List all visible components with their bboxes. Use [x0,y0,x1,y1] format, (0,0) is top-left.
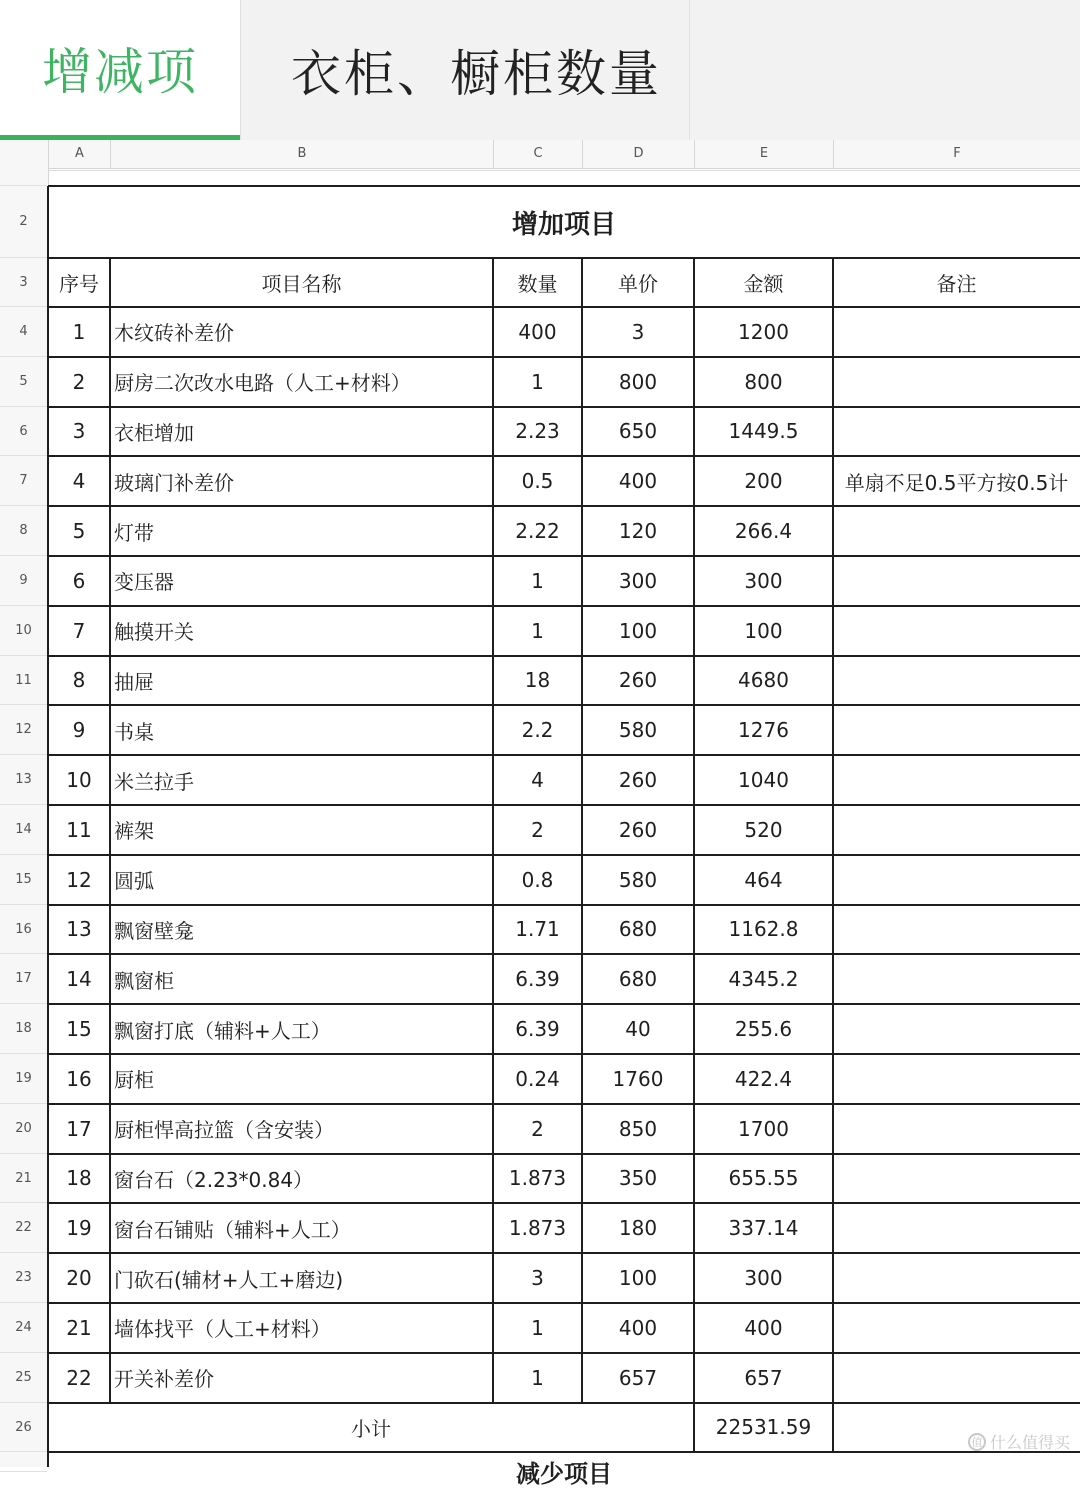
cell-qty[interactable]: 2.22 [515,519,560,544]
cell-name[interactable]: 门砍石(辅材+人工+磨边) [114,1267,344,1292]
cell-seq[interactable]: 8 [72,668,86,693]
cell-qty[interactable]: 0.24 [515,1066,560,1091]
cell-seq[interactable]: 18 [66,1166,92,1191]
cell-qty[interactable]: 400 [518,319,557,344]
cell-price[interactable]: 260 [618,768,658,793]
cell-border [48,1053,1080,1055]
cell-amount[interactable]: 300 [744,1266,783,1291]
column-header-a[interactable]: A [48,140,110,168]
cell-qty[interactable]: 3 [531,1266,544,1291]
cell-name[interactable]: 玻璃门补差价 [114,470,234,495]
cell-note[interactable] [833,954,1080,1004]
cell-note[interactable] [833,656,1080,706]
cell-amount[interactable]: 520 [744,817,783,842]
cell-amount[interactable]: 422.4 [734,1066,793,1091]
cell-border [48,1153,1080,1155]
cell-border [48,406,1080,408]
cell-name[interactable]: 飘窗柜 [114,968,174,993]
cell-price[interactable]: 680 [618,917,658,942]
cell-price[interactable]: 40 [625,1017,651,1042]
row-number[interactable]: 2 [0,186,47,258]
cell-border [48,754,1080,756]
cell-note[interactable] [833,1303,1080,1353]
cell-border [48,1352,1080,1354]
cell-price[interactable]: 580 [618,718,658,743]
cell-price[interactable]: 100 [618,1266,658,1291]
row-number[interactable]: 10 [0,606,47,656]
cell-price[interactable]: 100 [618,618,658,643]
cell-seq[interactable]: 20 [66,1266,92,1291]
cell-border [48,185,1080,187]
cell-border [48,455,1080,457]
cell-note[interactable] [833,1154,1080,1204]
row-number[interactable]: 3 [0,258,47,307]
cell-price[interactable]: 350 [618,1166,658,1191]
cell-seq[interactable]: 5 [72,519,86,544]
cell-name[interactable]: 厨柜 [114,1068,154,1093]
row-number[interactable]: 13 [0,755,47,805]
cell-name[interactable]: 窗台石铺贴（辅料+人工） [114,1217,351,1242]
row-number[interactable]: 18 [0,1004,47,1054]
header-qty[interactable]: 数量 [517,272,558,296]
cell-amount[interactable]: 1200 [738,319,789,344]
cell-border [47,186,49,1467]
cell-border [832,258,834,1452]
cell-border [109,258,111,1403]
header-name[interactable]: 项目名称 [261,272,342,296]
row-number[interactable]: 21 [0,1154,47,1204]
next-section-title[interactable]: 减少项目 [516,1460,612,1489]
cell-name[interactable]: 变压器 [114,570,174,595]
column-header-e[interactable]: E [694,140,833,168]
cell-seq[interactable]: 4 [72,469,86,494]
row-number[interactable]: 17 [0,954,47,1004]
cell-border [48,257,1080,259]
cell-price[interactable]: 120 [618,519,658,544]
cell-name[interactable]: 厨房二次改水电路（人工+材料） [114,371,411,396]
cell-seq[interactable]: 22 [66,1365,92,1390]
row-number[interactable]: 12 [0,705,47,755]
cell-note[interactable]: 单扇不足0.5平方按0.5计 [844,470,1069,495]
cell-note[interactable] [833,307,1080,357]
cell-price[interactable]: 260 [618,817,658,842]
header-seq[interactable]: 序号 [59,272,99,296]
gridline [48,170,1080,171]
cell-note[interactable] [833,606,1080,656]
cell-qty[interactable]: 1 [531,1315,544,1340]
cell-border [48,704,1080,706]
cell-amount[interactable]: 464 [744,867,783,892]
row-number[interactable]: 8 [0,506,47,556]
cell-amount[interactable]: 655.55 [728,1166,799,1191]
cell-qty[interactable]: 1 [531,568,544,593]
cell-qty[interactable]: 1 [531,1365,544,1390]
cell-seq[interactable]: 1 [72,319,86,344]
cell-border [48,804,1080,806]
cell-name[interactable]: 衣柜增加 [114,420,194,445]
cell-note[interactable] [833,1054,1080,1104]
cell-note[interactable] [833,1253,1080,1303]
row-number[interactable]: 9 [0,556,47,606]
cell-qty[interactable]: 1 [531,369,544,394]
cell-name[interactable]: 圆弧 [114,869,154,894]
cell-amount[interactable]: 1162.8 [728,917,799,942]
cell-price[interactable]: 260 [618,668,658,693]
subtotal-label[interactable]: 小计 [351,1416,391,1441]
cell-amount[interactable]: 300 [744,568,783,593]
cell-note[interactable] [833,1004,1080,1054]
zhi-logo-icon: 值 [968,1433,986,1451]
cell-seq[interactable]: 21 [66,1315,92,1340]
cell-border [48,1003,1080,1005]
cell-qty[interactable]: 1 [531,618,544,643]
cell-border [48,655,1080,657]
cell-border [48,854,1080,856]
row-number[interactable]: 20 [0,1104,47,1154]
cell-name[interactable]: 米兰拉手 [114,769,194,794]
cell-price[interactable]: 580 [618,867,658,892]
cell-qty[interactable]: 2.23 [515,419,560,444]
row-number[interactable]: 5 [0,357,47,407]
cell-amount[interactable]: 100 [744,618,783,643]
cell-price[interactable]: 3 [631,319,645,344]
cell-seq[interactable]: 11 [66,817,92,842]
watermark-text: 什么值得买 [989,1433,1070,1452]
cell-amount[interactable]: 200 [744,469,783,494]
cell-border [48,904,1080,906]
cell-name[interactable]: 飘窗打底（辅料+人工） [114,1018,331,1043]
cell-note[interactable] [833,506,1080,556]
tab-label: 增减项 [42,42,198,101]
cell-border [48,505,1080,507]
cell-border [48,306,1080,308]
cell-note[interactable] [833,805,1080,855]
header-amount[interactable]: 金额 [743,272,784,296]
cell-qty[interactable]: 1.873 [508,1166,567,1191]
cell-border [48,1103,1080,1105]
cell-price[interactable]: 180 [618,1216,658,1241]
cell-seq[interactable]: 19 [66,1216,92,1241]
row-number[interactable]: 14 [0,805,47,855]
cell-amount[interactable]: 337.14 [728,1216,799,1241]
cell-border [581,258,583,1403]
cell-name[interactable]: 飘窗壁龛 [114,918,194,943]
cell-border [48,953,1080,955]
column-header-c[interactable]: C [493,140,582,168]
cell-seq[interactable]: 16 [66,1066,92,1091]
cell-note[interactable] [833,407,1080,457]
cell-amount[interactable]: 1040 [738,768,789,793]
row-number[interactable]: 11 [0,656,47,706]
cell-amount[interactable]: 266.4 [734,519,793,544]
cell-name[interactable]: 墙体找平（人工+材料） [114,1317,331,1342]
cell-note[interactable] [833,556,1080,606]
cell-qty[interactable]: 6.39 [515,1017,560,1042]
cell-seq[interactable]: 15 [66,1017,92,1042]
cell-border [48,1202,1080,1204]
cell-note[interactable] [833,755,1080,805]
cell-note[interactable] [833,1104,1080,1154]
cell-note[interactable] [833,905,1080,955]
cell-name[interactable]: 裤架 [114,819,154,844]
subtotal-amount[interactable]: 22531.59 [715,1415,812,1440]
cell-price[interactable]: 680 [618,967,658,992]
cell-name[interactable]: 开关补差价 [114,1367,214,1392]
cell-name[interactable]: 抽屉 [114,669,154,694]
cell-amount[interactable]: 1700 [738,1116,789,1141]
cell-amount[interactable]: 1449.5 [728,419,799,444]
cell-amount[interactable]: 400 [744,1315,783,1340]
cell-name[interactable]: 触摸开关 [114,620,194,645]
row-number[interactable]: 7 [0,456,47,506]
cell-note[interactable] [833,1353,1080,1403]
cell-name[interactable]: 书桌 [114,719,154,744]
cell-qty[interactable]: 2.2 [521,718,554,743]
cell-price[interactable]: 850 [618,1116,658,1141]
cell-price[interactable]: 800 [618,369,658,394]
watermark [968,1430,1070,1453]
cell-amount[interactable]: 4680 [738,668,789,693]
cell-amount[interactable]: 255.6 [734,1017,793,1042]
cell-seq[interactable]: 3 [72,419,86,444]
cell-qty[interactable]: 2 [531,817,544,842]
cell-name[interactable]: 厨柜悍高拉篮（含安装） [114,1118,334,1143]
cell-seq[interactable]: 13 [66,917,92,942]
cell-price[interactable]: 1760 [612,1066,664,1091]
cell-qty[interactable]: 1.71 [515,917,560,942]
cell-note[interactable] [833,1203,1080,1253]
cell-border [48,1252,1080,1254]
cell-note[interactable] [833,357,1080,407]
cell-qty[interactable]: 2 [531,1116,544,1141]
header-price[interactable]: 单价 [618,272,658,296]
cell-name[interactable]: 窗台石（2.23*0.84） [114,1167,314,1192]
cell-seq[interactable]: 14 [66,967,92,992]
row-number[interactable]: 16 [0,905,47,955]
row-number[interactable]: 23 [0,1253,47,1303]
cell-border [48,1402,1080,1404]
cell-price[interactable]: 300 [618,568,658,593]
cell-seq[interactable]: 6 [72,568,86,593]
cell-border [48,1451,1080,1453]
row-number[interactable]: 15 [0,855,47,905]
cell-price[interactable]: 657 [618,1365,658,1390]
cell-border [48,555,1080,557]
cell-note[interactable] [833,705,1080,755]
cell-qty[interactable]: 0.5 [521,469,554,494]
cell-border [492,258,494,1403]
header-note[interactable]: 备注 [936,272,977,296]
row-number[interactable]: 6 [0,407,47,457]
row-number[interactable]: 26 [0,1403,47,1453]
cell-seq[interactable]: 10 [66,768,92,793]
cell-name[interactable]: 灯带 [114,520,154,545]
cell-price[interactable]: 650 [618,419,658,444]
cell-qty[interactable]: 18 [524,668,551,693]
cell-seq[interactable]: 9 [72,718,86,743]
cell-seq[interactable]: 17 [66,1116,92,1141]
column-header-b[interactable]: B [110,140,493,168]
cell-name[interactable]: 木纹砖补差价 [114,321,234,346]
cell-amount[interactable]: 800 [744,369,783,394]
cell-amount[interactable]: 657 [744,1365,783,1390]
cell-amount[interactable]: 4345.2 [728,967,799,992]
row-number[interactable]: 22 [0,1203,47,1253]
row-number[interactable]: 25 [0,1353,47,1403]
cell-qty[interactable]: 4 [531,768,544,793]
column-header-f[interactable]: F [833,140,1080,168]
row-number[interactable]: 4 [0,307,47,357]
cell-seq[interactable]: 2 [72,369,86,394]
cell-price[interactable]: 400 [618,1315,658,1340]
row-number[interactable]: 19 [0,1054,47,1104]
cell-border [693,258,695,1452]
cell-qty[interactable]: 0.8 [521,867,554,892]
cell-border [48,605,1080,607]
cell-seq[interactable]: 12 [66,867,92,892]
cell-price[interactable]: 400 [618,469,658,494]
cell-note[interactable] [833,855,1080,905]
tab-label: 衣柜、橱柜数量 [291,45,662,103]
section-title[interactable]: 增加项目 [511,209,616,240]
cell-border [48,1302,1080,1304]
cell-qty[interactable]: 1.873 [508,1216,567,1241]
cell-seq[interactable]: 7 [72,618,86,643]
cell-amount[interactable]: 1276 [738,718,789,743]
column-header-d[interactable]: D [582,140,694,168]
cell-qty[interactable]: 6.39 [515,967,560,992]
row-number[interactable]: 24 [0,1303,47,1353]
cell-border [48,356,1080,358]
